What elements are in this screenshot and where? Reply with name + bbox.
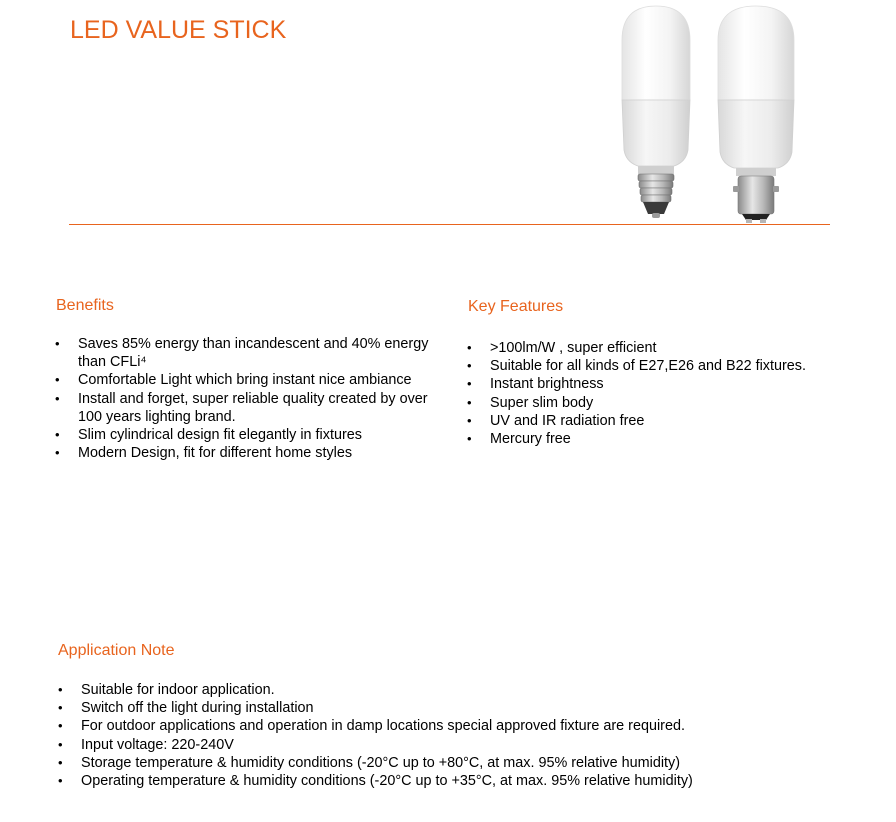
bullet-icon: • [58,754,63,770]
note-item [58,717,838,735]
note-item-text: Operating temperature & humidity conditions (-20°C up to +35°C, at max. 95% relative humidity) [81,773,693,790]
key-features-heading: Key Features [468,298,564,315]
benefit-item-text: Install and forget, super reliable quality created by over [78,390,428,407]
bullet-icon: • [55,372,60,388]
header-divider [69,224,830,225]
led-stick-bulb-b22-icon [718,6,794,223]
bullet-icon: • [467,394,472,410]
benefit-item [55,444,455,462]
feature-item-text: >100lm/W , super efficient [490,340,657,356]
feature-item-text: Instant brightness [490,376,604,393]
bullet-icon: • [58,718,63,734]
benefit-item-text: Saves 85% energy than incandescent and 40% energy [78,336,429,352]
benefits-list [55,335,455,462]
note-item [58,699,838,717]
feature-item [467,394,847,412]
benefits-heading: Benefits [56,297,114,314]
feature-item-text: Mercury free [490,431,571,448]
feature-item [467,357,847,375]
bullet-icon: • [55,445,60,461]
bullet-icon: • [467,358,472,374]
feature-item [467,339,847,357]
bullet-icon: • [467,412,472,428]
note-item [58,681,838,699]
bullet-icon: • [467,340,472,355]
note-item-text: Suitable for indoor application. [81,682,275,698]
feature-item-text: Super slim body [490,394,594,411]
benefit-item-text: Modern Design, fit for different home styles [78,445,353,462]
note-item-text: Storage temperature & humidity conditions (-20°C up to +80°C, at max. 95% relative humidity) [81,754,681,771]
bullet-icon: • [55,390,60,406]
application-note-heading: Application Note [58,642,175,659]
feature-item [467,375,847,393]
bullet-icon: • [55,427,60,443]
page-title: LED VALUE STICK [70,16,287,44]
note-item [58,772,838,790]
feature-item-text: Suitable for all kinds of E27,E26 and B22 fixtures. [490,358,806,375]
benefit-item-text: Comfortable Light which bring instant nice ambiance [78,372,412,389]
benefit-item-text: Slim cylindrical design fit elegantly in fixtures [78,427,362,444]
bullet-icon: • [467,431,472,447]
bullet-icon: • [58,736,63,752]
benefit-item [55,335,455,371]
led-stick-bulb-e27-icon [622,6,690,218]
feature-item [467,430,847,448]
note-item [58,736,838,754]
bullet-icon: • [58,682,63,697]
note-item-text: Input voltage: 220-240V [81,736,234,753]
bullet-icon: • [58,773,63,789]
feature-item [467,412,847,430]
feature-item-text: UV and IR radiation free [490,412,645,429]
bullet-icon: • [55,336,60,351]
benefit-item [55,426,455,444]
benefit-item [55,371,455,389]
benefit-item-text: 100 years lighting brand. [78,408,236,425]
product-image [612,0,812,224]
bullet-icon: • [58,700,63,716]
benefit-item [55,390,455,426]
application-note-list [58,681,838,790]
note-item-text: Switch off the light during installation [81,700,314,717]
benefit-item-text: than CFLi⁴ [78,354,147,371]
key-features-list [467,339,847,448]
bullet-icon: • [467,376,472,392]
note-item-text: For outdoor applications and operation in damp locations special approved fixture are required. [81,718,685,735]
note-item [58,754,838,772]
